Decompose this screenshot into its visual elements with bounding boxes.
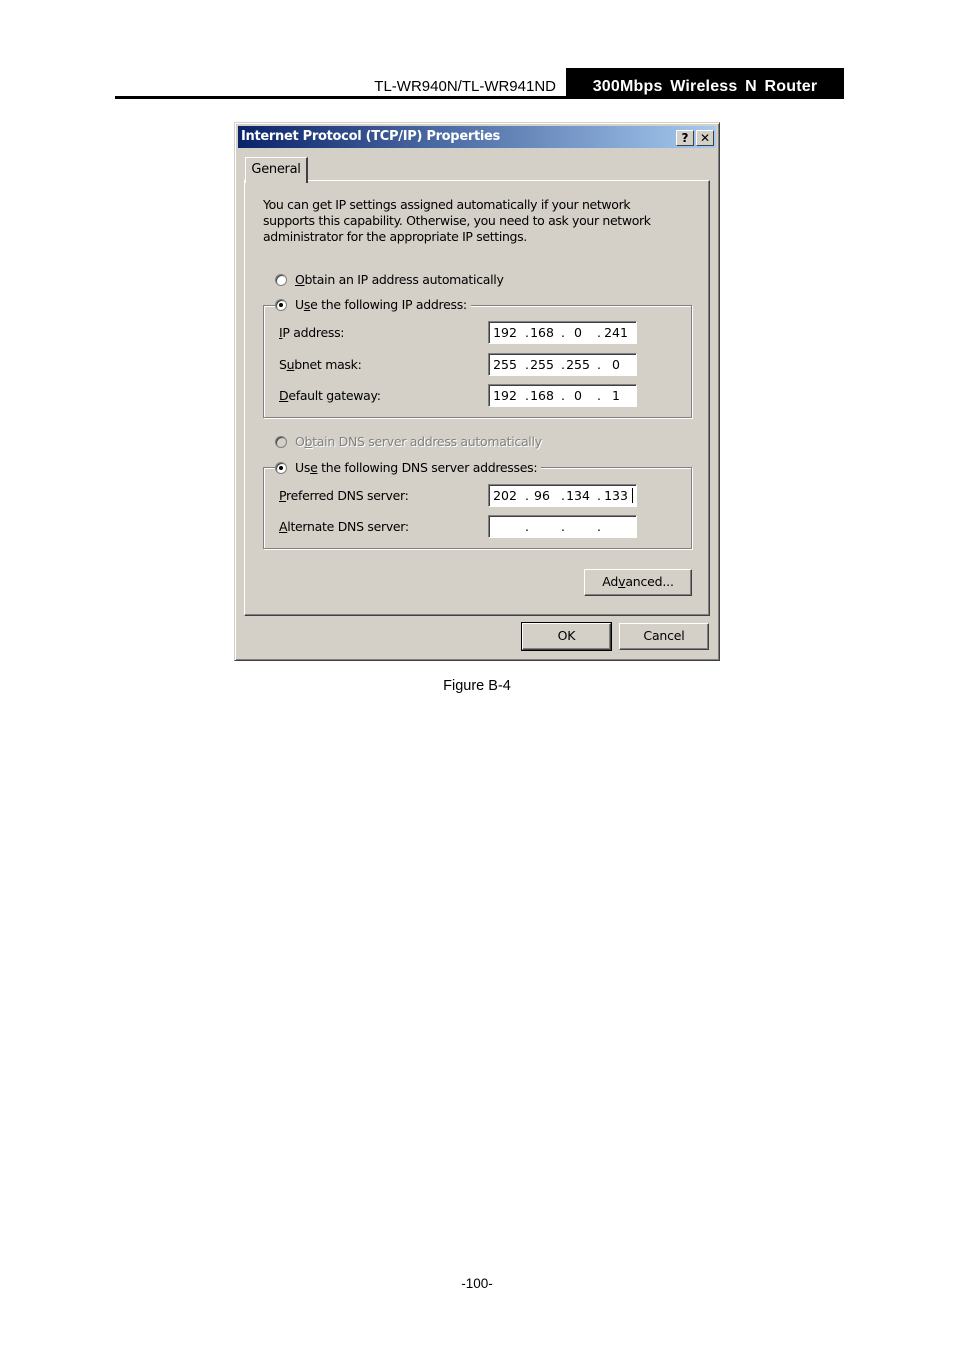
gateway-octet-4: 1 <box>612 388 620 403</box>
advanced-button[interactable]: Advanced... <box>584 569 692 596</box>
ip-address-label: IP address: <box>279 325 345 340</box>
mask-octet-1: 255 <box>493 357 517 372</box>
use-dns-manual-radio[interactable] <box>275 462 287 474</box>
tcpip-properties-dialog <box>234 122 720 661</box>
figure-caption: Figure B-4 <box>443 678 511 694</box>
page-number: -100- <box>461 1276 493 1291</box>
title-bar[interactable] <box>238 126 716 148</box>
ip-address-field[interactable]: 192 . 168 . 0 . 241 <box>488 321 637 344</box>
pdns-octet-3: 134 <box>566 488 590 503</box>
help-button[interactable] <box>676 130 694 146</box>
subnet-mask-label: Subnet mask: <box>279 357 362 372</box>
pdns-octet-2: 96 <box>534 488 550 503</box>
preferred-dns-field[interactable]: 202 . 96 . 134 . 133 <box>488 484 637 507</box>
use-ip-manual-radio[interactable] <box>275 299 287 311</box>
cancel-button[interactable]: Cancel <box>619 623 709 650</box>
alternate-dns-label: Alternate DNS server: <box>279 519 409 534</box>
pdns-octet-4: 133 <box>604 488 628 503</box>
gateway-octet-2: 168 <box>530 388 554 403</box>
obtain-ip-auto-label: Obtain an IP address automatically <box>295 272 504 287</box>
use-dns-manual-label: Use the following DNS server addresses: <box>295 460 538 475</box>
text-caret <box>632 488 633 503</box>
dialog-title: Internet Protocol (TCP/IP) Properties <box>241 129 500 144</box>
help-icon: ? <box>681 131 689 145</box>
ip-octet-1: 192 <box>493 325 517 340</box>
obtain-dns-auto-radio[interactable] <box>275 436 287 448</box>
ip-octet-2: 168 <box>530 325 554 340</box>
close-icon: ✕ <box>699 131 711 145</box>
obtain-dns-auto-option[interactable] <box>275 434 546 449</box>
doc-header-product: 300Mbps Wireless N Router <box>566 68 844 99</box>
close-button[interactable] <box>696 130 714 146</box>
obtain-ip-auto-radio[interactable] <box>275 274 287 286</box>
use-ip-manual-label: Use the following IP address: <box>295 297 467 312</box>
doc-header-rule <box>115 96 844 99</box>
ip-octet-4: 241 <box>604 325 628 340</box>
doc-header-model: TL-WR940N/TL-WR941ND <box>374 78 556 95</box>
pdns-octet-1: 202 <box>493 488 517 503</box>
default-gateway-field[interactable]: 192 . 168 . 0 . 1 <box>488 384 637 407</box>
default-gateway-label: Default gateway: <box>279 388 381 403</box>
tab-general[interactable]: General <box>245 157 308 183</box>
obtain-dns-auto-label: Obtain DNS server address automatically <box>295 434 542 449</box>
intro-text: You can get IP settings assigned automatically if your network supports this capability. Otherwise, you need to ask your network administrator for the appropriate IP settings. <box>263 197 651 244</box>
mask-octet-4: 0 <box>612 357 620 372</box>
preferred-dns-label: Preferred DNS server: <box>279 488 409 503</box>
ok-button[interactable]: OK <box>522 623 611 650</box>
subnet-mask-field[interactable]: 255 . 255 . 255 . 0 <box>488 353 637 376</box>
obtain-ip-auto-option[interactable] <box>275 272 508 287</box>
ip-octet-3: 0 <box>574 325 582 340</box>
use-ip-manual-option[interactable] <box>275 297 471 312</box>
gateway-octet-1: 192 <box>493 388 517 403</box>
mask-octet-2: 255 <box>530 357 554 372</box>
mask-octet-3: 255 <box>566 357 590 372</box>
alternate-dns-field[interactable]: . . . <box>488 515 637 538</box>
use-dns-manual-option[interactable] <box>275 460 541 475</box>
gateway-octet-3: 0 <box>574 388 582 403</box>
